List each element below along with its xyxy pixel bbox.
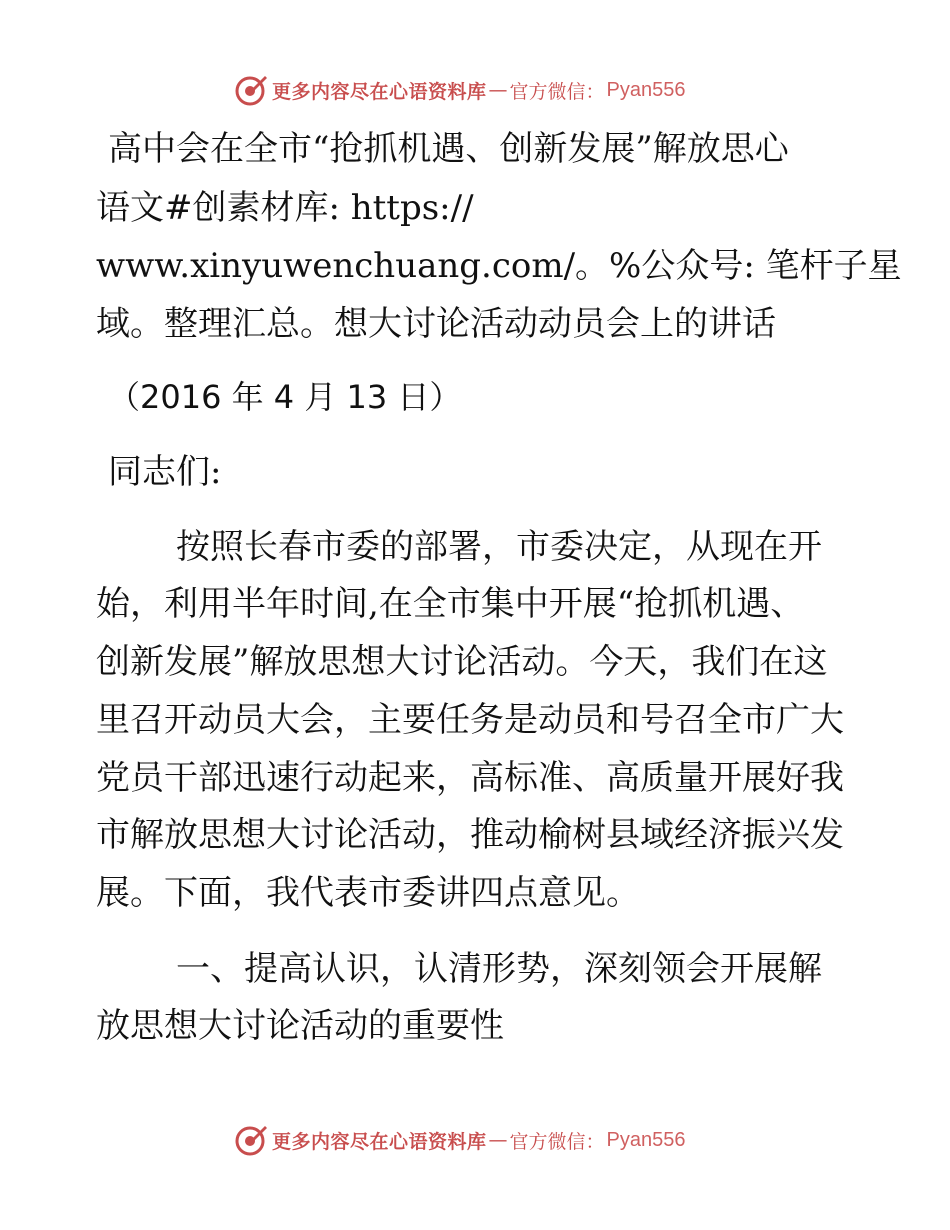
banner-wechat-id: Pyan556 [606,78,686,101]
paragraph-line-5: 党员干部迅速行动起来，高标准、高质量开展好我 [96,758,844,798]
paragraph-line-1: 按照长春市委的部署，市委决定，从现在开 [176,527,822,567]
paragraph-line-3: 创新发展”解放思想大讨论活动。今天，我们在这 [96,642,828,682]
paragraph-line-4: 里召开动员大会，主要任务是动员和号召全市广大 [96,700,844,740]
footer-wechat-id: Pyan556 [606,1128,686,1151]
paragraph-line-6: 市解放思想大讨论活动，推动榆树县域经济振兴发 [96,815,844,855]
footer-wechat-label: 官方微信： [509,1130,605,1153]
banner-wechat-label: 官方微信： [509,80,605,103]
footer-site-text: 更多内容尽在心语资料库 [272,1130,487,1153]
quill-logo-icon [234,73,268,107]
section-heading-line-2: 放思想大讨论活动的重要性 [96,1006,504,1046]
paragraph-line-7: 展。下面，我代表市委讲四点意见。 [96,873,640,913]
salutation: 同志们: [108,452,222,492]
paragraph-line-2: 始，利用半年时间,在全市集中开展“抢抓机遇、 [96,584,805,624]
title-line-2: 语文#创素材库: https:// [96,188,474,228]
section-heading-line-1: 一、提高认识，认清形势，深刻领会开展解 [176,949,822,989]
footer-separator: — [488,1129,508,1151]
title-line-4: 域。整理汇总。想大讨论活动动员会上的讲话 [96,304,776,344]
footer-banner [0,1120,950,1160]
banner-site-text: 更多内容尽在心语资料库 [272,80,487,103]
title-line-3: www.xinyuwenchuang.com/。%公众号: 笔杆子星 [96,246,902,286]
banner-separator: — [488,79,508,101]
title-line-1: 高中会在全市“抢抓机遇、创新发展”解放思心 [108,129,789,169]
header-banner [0,70,950,110]
quill-logo-icon [234,1123,268,1157]
speech-date: （2016 年 4 月 13 日） [108,378,462,416]
